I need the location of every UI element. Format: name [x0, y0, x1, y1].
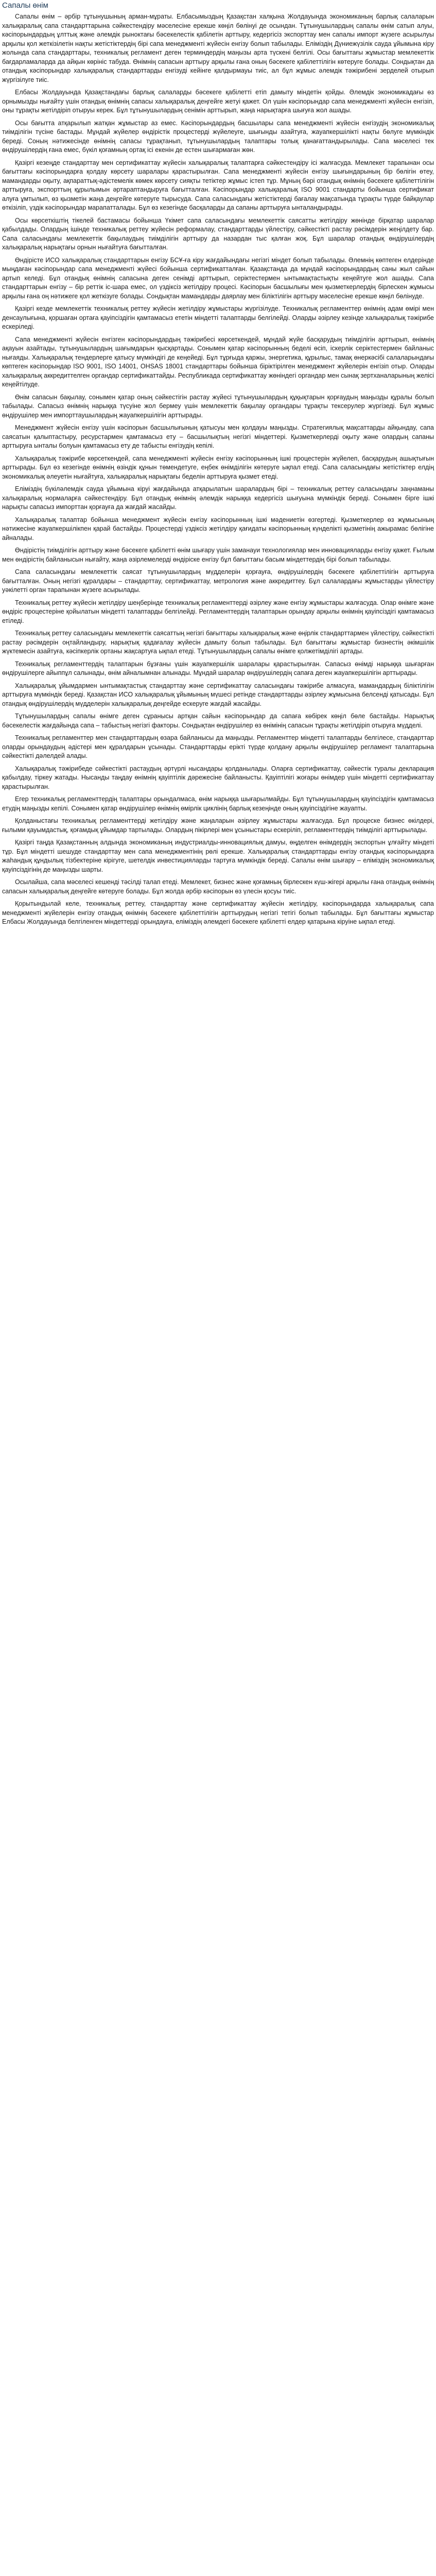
article-paragraph: Елбасы Жолдауында Қазақстандағы барлық салаларды бәсекеге қабілетті етіп дамыту міндетін қойды. Әлемдік экономикадағы өз орнымызды нығайту үшін отандық өнімнің сапасы халықаралық деңгейге жетуі қажет. Ол үшін кәсіпорындар сапа менеджменті жүйесін енгізіп, оны тұрақты жетілдіріп отыруы керек. Бұл тұтынушылардың сенімін арттырып, жаңа нарықтарға шығуға жол ашады.	[2, 89, 434, 114]
article-paragraph: Қазіргі таңда Қазақстанның алдында экономиканың индустриалды-инновациялық дамуы, өңделген өнімдердің экспортын ұлғайту міндеті тұр. Бұл міндетті шешуде стандарттау мен сапа менеджментінің рөлі ерекше. Халықаралық стандарттарды енгізу отандық кәсіпорындарға жаһандық құндылық тізбектеріне кірігуге, шетелдік инвестицияларды тартуға мүмкіндік береді. Сапалы өнім шығару – еліміздің экономикалық қауіпсіздігінің де маңызды шарты.	[2, 839, 434, 873]
article-paragraph: Өнім сапасын бақылау, сонымен қатар оның сәйкестігін растау жүйесі тұтынушылардың құқықтарын қорғаудың маңызды құралы болып табылады. Сапасыз өнімнің нарыққа түсуіне жол бермеу үшін мемлекеттік бақылау органдары тұрақты тексерулер жүргізеді. Бұл жұмыс өндірушілер мен импорттаушылардың жауапкершілігін арттырады.	[2, 393, 434, 419]
article-paragraph: Қорытындылай келе, техникалық реттеу, стандарттау және сертификаттау жүйесін жетілдіру, кәсіпорындарда халықаралық сапа менеджменті жүйелерін енгізу отандық өнімнің бәсекеге қабілеттілігін арттырудың негізгі тетігі болып табылады. Бұл бағыттағы жұмыстар Елбасы Жолдауында белгіленген міндеттерді орындауға, еліміздің әлемдегі бәсекеге қабілетті елдер қатарына кіруіне ықпал етеді.	[2, 900, 434, 925]
article-paragraph: Менеджмент жүйесін енгізу үшін кәсіпорын басшылығының қатысуы мен қолдауы маңызды. Стратегиялық мақсаттарды айқындау, сапа саясатын қалыптастыру, ресурстармен қамтамасыз ету – басшылықтың негізгі міндеттері. Қызметкерлерді оқыту және олардың сапаны арттыруға ынталы болуын қамтамасыз ету де табысты енгізудің кепілі.	[2, 424, 434, 449]
article-paragraph: Қазіргі кезде мемлекеттік техникалық реттеу жүйесін жетілдіру жұмыстары жүргізілуде. Техникалық регламенттер өнімнің адам өмірі мен денсаулығына, қоршаған ортаға қауіпсіздігін қамтамасыз ететін міндетті талаптарды белгілейді. Оларды әзірлеу кезінде халықаралық тәжірибе ескеріледі.	[2, 305, 434, 330]
article-paragraph: Өндірісте ИСО халықаралық стандарттарын енгізу БСҰ-ға кіру жағдайындағы негізгі міндет болып табылады. Әлемнің көптеген елдерінде мыңдаған кәсіпорындар сапа менеджменті жүйесі бойынша сертификатталған. Қазақстанда да мұндай кәсіпорындардың саны жыл сайын артып келеді. Бұл отандық өнімнің сапасына деген сенімді арттырып, серіктестермен ынтымақтастықты кеңейтуге жол ашады. Сапа стандарттарын енгізу – бір реттік іс-шара емес, ол үздіксіз жетілдіру процесі. Кәсіпорын басшылығы мен қызметкерлердің бірлескен жұмысы арқылы ғана оң нәтижеге қол жеткізуге болады. Сондықтан мамандарды даярлау мен біліктілігін арттыру мәселесіне ерекше көңіл бөлінуде.	[2, 256, 434, 300]
article-paragraph: Халықаралық тәжірибе көрсеткендей, сапа менеджменті жүйесін енгізу кәсіпорынның ішкі процестерін жүйелеп, басқарудың ашықтығын арттырады. Бұл өз кезегінде өнімнің өзіндік құнын төмендетуге, еңбек өнімділігін көтеруге ықпал етеді. Сапа саласындағы жетістіктер елдің экономикалық әлеуетін нығайтуға, халықаралық нарықтағы беделін арттыруға қызмет етеді.	[2, 454, 434, 480]
article-paragraph: Сапа саласындағы мемлекеттік саясат тұтынушылардың мүдделерін қорғауға, өндірушілердің бәсекеге қабілеттілігін арттыруға бағытталған. Оның негізгі құралдары – стандарттау, сертификаттау, метрология және аккредиттеу. Бұл салалардағы жұмыстарды үйлестіру уәкілетті орган тарапынан жүзеге асырылады.	[2, 568, 434, 594]
article-paragraph: Халықаралық талаптар бойынша менеджмент жүйесін енгізу кәсіпорынның ішкі мәдениетін өзгертеді. Қызметкерлер өз жұмысының нәтижесіне жауапкершілікпен қарай бастайды. Процестерді үздіксіз жетілдіру қағидаты кәсіпорынның күнделікті қызметінің ажырамас бөлігіне айналады.	[2, 516, 434, 541]
article-paragraph: Қолданыстағы техникалық регламенттерді жетілдіру және жаңаларын әзірлеу жұмыстары жалғасуда. Бұл процеске бизнес өкілдері, ғылыми қауымдастық, қоғамдық ұйымдар тартылады. Олардың пікірлері мен ұсыныстары ескеріліп, регламенттердің тиімділігі арттырылады.	[2, 817, 434, 834]
article-paragraph: Техникалық регламенттер мен стандарттардың өзара байланысы да маңызды. Регламенттер міндетті талаптарды белгілесе, стандарттар оларды орындаудың әдістері мен құралдарын ұсынады. Стандарттарды ерікті түрде қолдану арқылы өндірушілер регламент талаптарына сәйкестікті дәлелдей алады.	[2, 734, 434, 759]
article-paragraph: Техникалық реттеу жүйесін жетілдіру шеңберінде техникалық регламенттерді әзірлеу және енгізу жұмыстары жалғасуда. Олар өнімге және өндіріс процестеріне қойылатын міндетті талаптарды белгілейді. Регламенттердің талаптарын орындау арқылы өнімнің қауіпсіздігі қамтамасыз етіледі.	[2, 599, 434, 624]
article-body	[2, 12, 434, 927]
article-paragraph: Еліміздің бүкіләлемдік сауда ұйымына кіруі жағдайында атқарылатын шаралардың бірі – техникалық реттеу саласындағы заңнаманы халықаралық нормаларға сәйкестендіру. Бұл отандық өнімнің әлемдік нарыққа кедергісіз шығуына мүмкіндік береді. Сонымен бірге ішкі нарықты сапасыз импорттан қорғауға да жағдай жасайды.	[2, 485, 434, 511]
article-paragraph: Халықаралық ұйымдармен ынтымақтастық стандарттау және сертификаттау саласындағы тәжірибе алмасуға, мамандардың біліктілігін арттыруға мүмкіндік береді. Қазақстан ИСО халықаралық ұйымының мүшесі ретінде стандарттарды әзірлеу жұмысына белсенді қатысады. Бұл отандық өндірушілердің мүдделерін халықаралық деңгейде ескеруге жағдай жасайды.	[2, 682, 434, 707]
article-paragraph: Осылайша, сапа мәселесі кешенді тәсілді талап етеді. Мемлекет, бизнес және қоғамның бірлескен күш-жігері арқылы ғана отандық өнімнің сапасын халықаралық деңгейге көтеруге болады. Бұл жолда әрбір кәсіпорын өз үлесін қосуы тиіс.	[2, 878, 434, 895]
article-paragraph: Тұтынушылардың сапалы өнімге деген сұранысы артқан сайын кәсіпорындар да сапаға көбірек көңіл бөле бастайды. Нарықтық бәсекелестік жағдайында сапа – табыстың негізгі факторы. Сондықтан өндірушілер өз өнімінің сапасын тұрақты жетілдіріп отыруға мүдделі.	[2, 713, 434, 729]
article-paragraph: Техникалық регламенттердің талаптарын бұзғаны үшін жауапкершілік шаралары қарастырылған. Сапасыз өнімді нарыққа шығарған өндірушілерге айыппұл салынады, өнім айналымнан алынады. Мұндай шаралар өндірушілердің сапаға деген жауапкершілігін арттырады.	[2, 660, 434, 676]
article-paragraph: Егер техникалық регламенттердің талаптары орындалмаса, өнім нарыққа шығарылмайды. Бұл тұтынушылардың қауіпсіздігін қамтамасыз етудің маңызды кепілі. Сонымен қатар өндірушілер өнімнің өмірлік циклінің барлық кезеңінде оның қауіпсіздігіне жауапты.	[2, 795, 434, 812]
article-title: Сапалы өнім	[2, 1, 48, 10]
article-paragraph: Осы көрсеткіштің тікелей бастамасы бойынша Үкімет сапа саласындағы мемлекеттік саясатты жетілдіру жөнінде бірқатар шаралар қабылдады. Олардың ішінде техникалық реттеу жүйесін реформалау, стандарттарды үйлестіру, сәйкестікті растау рәсімдерін жеңілдету бар. Сапа саласындағы мемлекеттік бақылаудың тиімділігін арттыру да назардан тыс қалған жоқ. Бұл шаралар отандық өндірушілердің халықаралық нарықтағы орнын нығайтуға бағытталған.	[2, 216, 434, 251]
article-paragraph: Халықаралық тәжірибеде сәйкестікті растаудың әртүрлі нысандары қолданылады. Оларға сертификаттау, сәйкестік туралы декларация қабылдау, тіркеу жатады. Нысанды таңдау өнімнің қауіптілік дәрежесіне байланысты. Қауіптілігі жоғары өнімдер үшін міндетті сертификаттау қарастырылған.	[2, 765, 434, 790]
article-paragraph: Өндірістің тиімділігін арттыру және бәсекеге қабілетті өнім шығару үшін заманауи технологиялар мен инновацияларды енгізу қажет. Ғылым мен өндірістің байланысын нығайту, жаңа әзірлемелерді өндіріске енгізу бұл бағыттағы басым міндеттердің бірі болып табылады.	[2, 547, 434, 563]
article-paragraph: Сапалы өнім – әрбір тұтынушының арман-мұраты. Елбасымыздың Қазақстан халқына Жолдауында экономиканың барлық салаларын халықаралық сапа стандарттарына сәйкестендіру мәселесіне ерекше көңіл бөлінуі де осындан. Тұтынушылардың сапалы өнім сатып алуы, кәсіпорындардың ұлттық және әлемдік рыноктағы бәсекелестік қабілетін арттыру, кедергісіз экспорттау мен сапалы импорт жүзеге асырылуы арқылы қол жеткізілетін нақты жетістіктердің бірі сапа менеджменті жүйесін енгізу болып табылады. Еліміздің Дүниежүзілік сауда ұйымына кіру жолында сапа стандарттары, техникалық регламент деген терминдердің маңызы арта түскені белгілі. Осы бағыттағы жұмыстар мемлекеттік бағдарламаларда да айқын көрініс табуда. Өнімнің сапасын арттыру арқылы ғана оның бәсекеге қабілеттілігін көтеруге болады. Сондықтан да отандық кәсіпорындар халықаралық стандарттарды енгізуді кейінге қалдырмауы тиіс, ал бұл жұмыс әлемдік тәжірибені зерделей отырып жүргізілуге тиіс.	[2, 13, 434, 83]
article-paragraph: Сапа менеджменті жүйесін енгізген кәсіпорындардың тәжірибесі көрсеткендей, мұндай жүйе басқарудың тиімділігін арттырып, өнімнің ақауын азайтады, тұтынушылардың шағымдарын қысқартады. Сонымен қатар кәсіпорынның беделі өсіп, іскерлік серіктестермен байланыс нығаяды. Халықаралық тендерлерге қатысу мүмкіндігі де кеңейеді. Бұл тұрғыда қаржы, энергетика, құрылыс, тамақ өнеркәсібі салаларындағы көптеген кәсіпорындар ISO 9001, ISO 14001, OHSAS 18001 стандарттары бойынша біріктірілген менеджмент жүйелерін енгізіп отыр. Оларды халықаралық аккредиттелген органдар сертификаттайды. Республикада сертификаттау жөніндегі органдар мен сынақ зертханаларының желісі кеңейтілуде.	[2, 335, 434, 388]
article-paragraph: Осы бағытта атқарылып жатқан жұмыстар аз емес. Кәсіпорындардың басшылары сапа менеджменті жүйесін енгізудің экономикалық тиімділігін түсіне бастады. Мұндай жүйелер өндірістік процестерді жүйелеуге, шығынды азайтуға, жауапкершілікті нақты бөлуге мүмкіндік береді. Соның нәтижесінде өнімнің сапасы тұрақтанып, тұтынушылардың талаптары толық қанағаттандырылады. Сапа мәселесі тек өндірушілердің ғана емес, бүкіл қоғамның ортақ ісі екенін де естен шығармаған жөн.	[2, 119, 434, 154]
article-paragraph: Техникалық реттеу саласындағы мемлекеттік саясаттың негізгі бағыттары халықаралық және өңірлік стандарттармен үйлестіру, сәйкестікті растау рәсімдерін оңтайландыру, нарықтық қадағалау жүйесін дамыту болып табылады. Бұл бағыттағы жұмыстар бизнестің әкімшілік жүктемесін азайтуға, кәсіпкерлік ортаны жақсартуға ықпал етеді. Тұтынушылардың сапалы өнімге қолжетімділігі артады.	[2, 630, 434, 655]
article-paragraph: Қазіргі кезеңде стандарттау мен сертификаттау жүйесін халықаралық талаптарға сәйкестендіру ісі жалғасуда. Мемлекет тарапынан осы бағыттағы кәсіпорындарға қолдау көрсету шаралары қарастырылған. Сапа менеджменті жүйесін енгізу шығындарының бір бөлігін өтеу, мамандарды оқыту, ақпараттық-әдістемелік көмек көрсету сияқты тетіктер жұмыс істеп тұр. Мұның бәрі отандық өнімнің бәсекеге қабілеттілігін арттыруға, экспорттың құрылымын әртараптандыруға бағытталған. Кәсіпорындар халықаралық ISO 9001 стандарты бойынша сертификат алуға ұмтылып, өз қызметін жаңа деңгейге көтеруге тырысуда. Сапа саласындағы жетістіктерді бағалау мақсатында тұрақты түрде байқаулар өткізіліп, үздік кәсіпорындар марапатталады. Бұл өз кезегінде басқаларды да сапаны арттыруға ынталандырады.	[2, 159, 434, 211]
